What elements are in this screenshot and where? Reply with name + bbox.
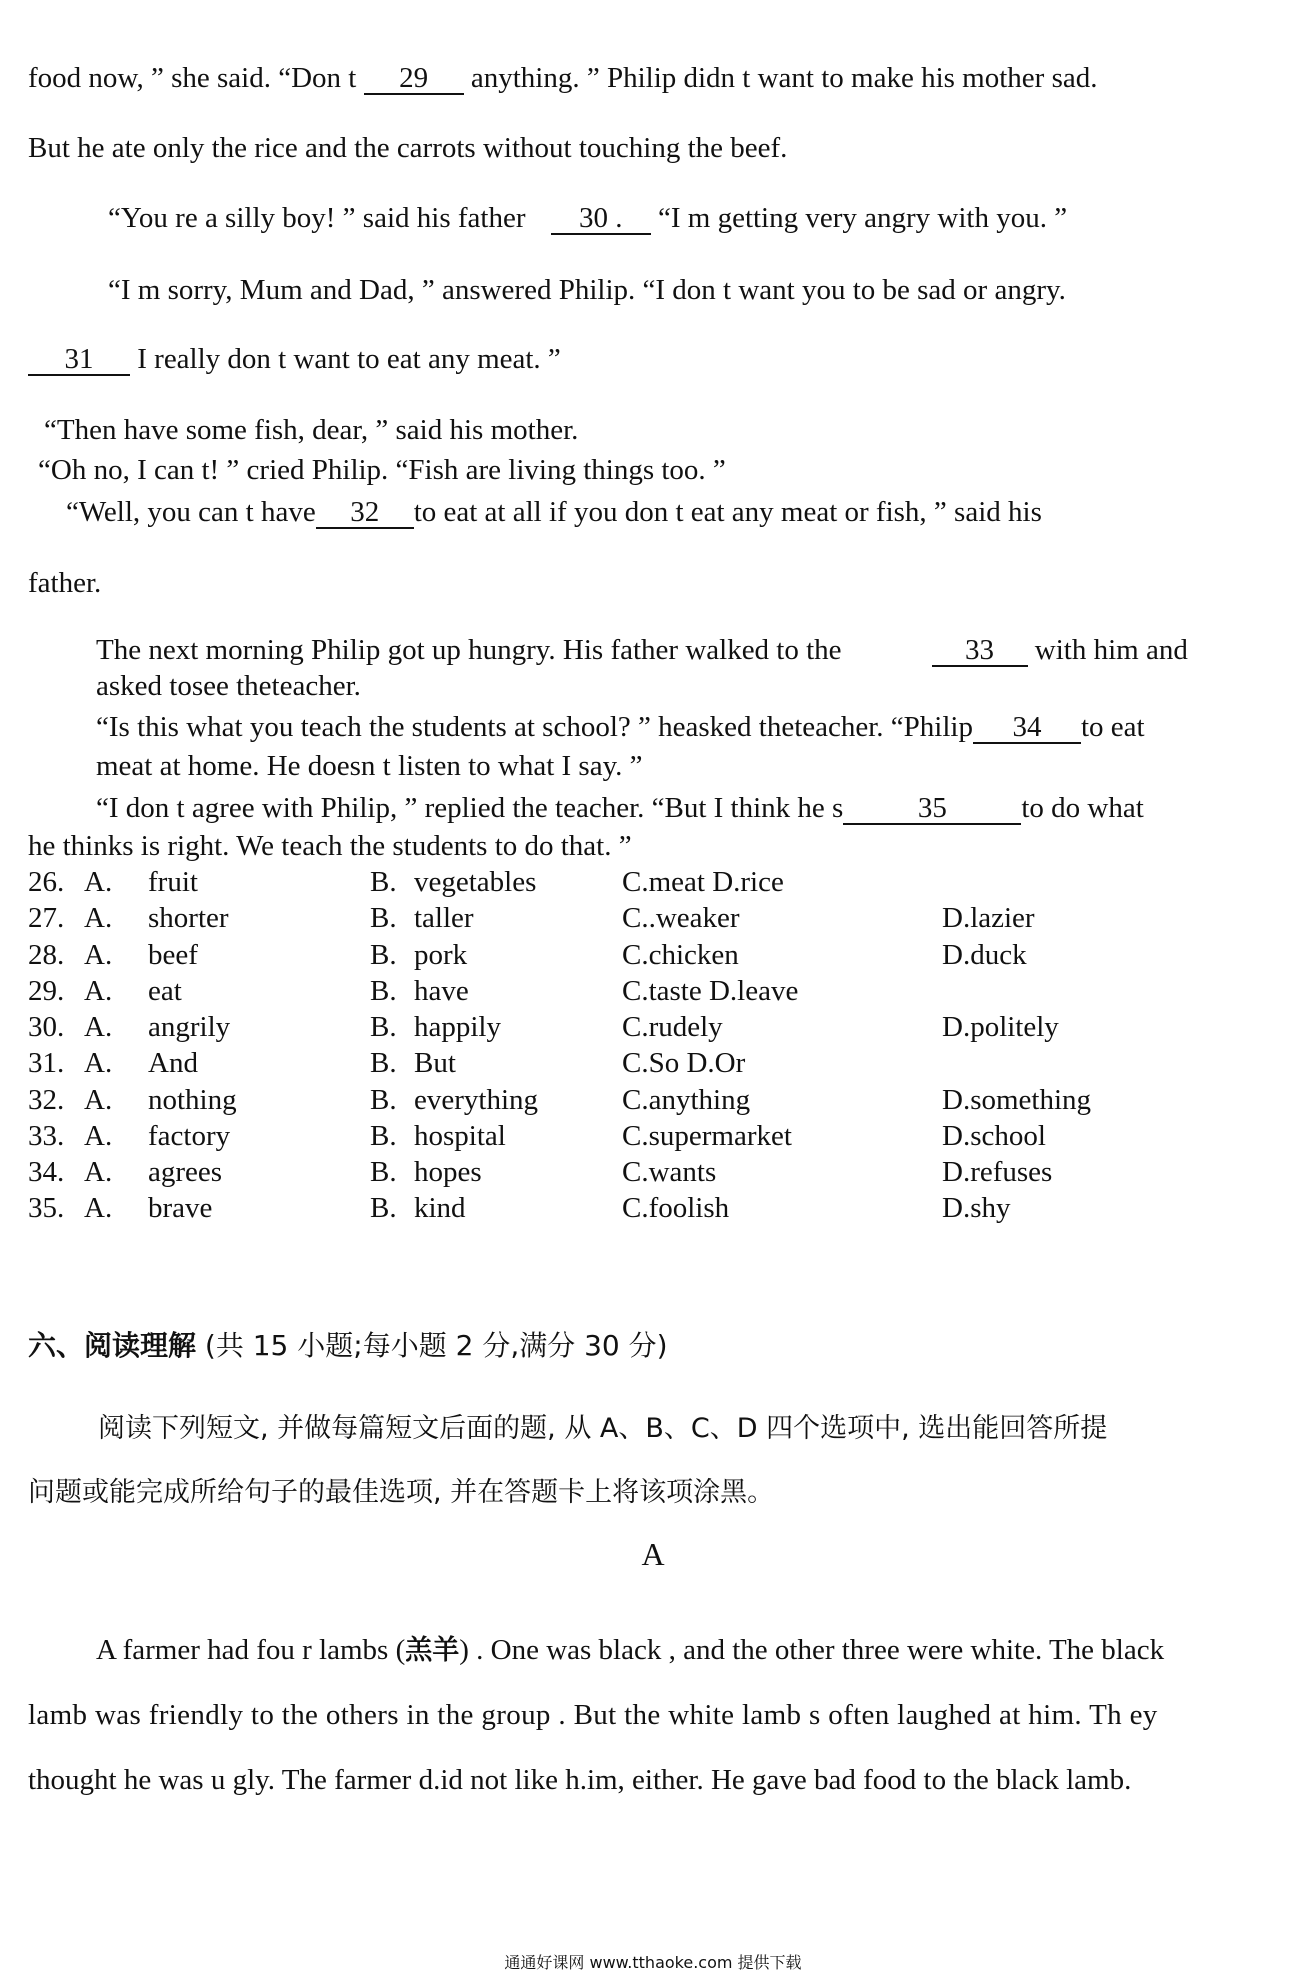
option-a-text: eat	[148, 975, 182, 1007]
option-d: D.school	[942, 1120, 1046, 1152]
option-b-text: hopes	[414, 1156, 482, 1188]
option-c: C.wants	[622, 1156, 717, 1188]
option-a-label: A.	[84, 902, 113, 934]
text: to do what	[1021, 792, 1144, 824]
option-a-label: A.	[84, 1084, 113, 1116]
text: “I don t agree with Philip, ” replied the teacher. “But I think he s	[96, 792, 844, 824]
option-d: D.refuses	[942, 1156, 1053, 1188]
passage-line-15: he thinks is right. We teach the students to do that. ”	[28, 830, 632, 862]
option-a-label: A.	[84, 939, 113, 971]
option-a-label: A.	[84, 975, 113, 1007]
passage-line-1	[28, 60, 1098, 96]
passage-line-13: meat at home. He doesn t listen to what I say. ”	[96, 750, 643, 782]
reading-paragraph-line-3: thought he was u gly. The farmer d.id not like h.im, either. He gave bad food to the black lamb.	[28, 1764, 1132, 1796]
option-b-label: B.	[370, 975, 397, 1007]
blank-34: 34	[973, 712, 1081, 744]
text: food now, ” she said. “Don t	[28, 62, 364, 94]
question-number: 29.	[28, 975, 65, 1007]
passage-line-9: father.	[28, 567, 102, 599]
option-b-label: B.	[370, 939, 397, 971]
passage-line-8	[66, 494, 1042, 530]
question-number: 33.	[28, 1120, 65, 1152]
blank-30: 30 .	[551, 203, 651, 235]
option-a-text: And	[148, 1047, 198, 1079]
text: The next morning Philip got up hungry. His father walked to the	[96, 634, 842, 666]
page-footer: 通通好课网 www.tthaoke.com 提供下载	[504, 1953, 802, 1972]
option-d: D.shy	[942, 1192, 1011, 1224]
blank-32: 32	[316, 497, 414, 529]
text: “Is this what you teach the students at school? ” heasked theteacher. “Philip	[96, 711, 973, 743]
passage-line-2: But he ate only the rice and the carrots without touching the beef.	[28, 132, 788, 164]
option-b-label: B.	[370, 1192, 397, 1224]
passage-line-14	[96, 790, 1144, 826]
passage-line-3	[108, 200, 1067, 236]
text: anything. ” Philip didn t want to make his mother sad.	[463, 62, 1098, 94]
section-heading	[28, 1324, 668, 1364]
question-number: 26.	[28, 866, 65, 898]
blank-35: 35	[843, 793, 1021, 825]
text: “Well, you can t have	[66, 496, 316, 528]
option-a-text: brave	[148, 1192, 213, 1224]
text: to eat at all if you don t eat any meat or fish, ” said his	[413, 496, 1042, 528]
question-number: 34.	[28, 1156, 65, 1188]
section-note: (共 15 小题;每小题 2 分,满分 30 分)	[196, 1329, 668, 1362]
instructions-line-1: 阅读下列短文, 并做每篇短文后面的题, 从 A、B、C、D 四个选项中, 选出能回答所提	[98, 1413, 1108, 1444]
option-d: D.lazier	[942, 902, 1035, 934]
option-c: C.rudely	[622, 1011, 723, 1043]
blank-33: 33	[932, 635, 1028, 667]
option-a-text: nothing	[148, 1084, 237, 1116]
passage-line-7: “Oh no, I can t! ” cried Philip. “Fish are living things too. ”	[38, 454, 726, 486]
option-c: C.anything	[622, 1084, 751, 1116]
option-a-label: A.	[84, 1011, 113, 1043]
instructions-line-2: 问题或能完成所给句子的最佳选项, 并在答题卡上将该项涂黑。	[28, 1477, 775, 1508]
option-a-label: A.	[84, 1156, 113, 1188]
option-a-text: fruit	[148, 866, 198, 898]
option-b-label: B.	[370, 1120, 397, 1152]
blank-29: 29	[364, 63, 464, 95]
option-b-text: taller	[414, 902, 474, 934]
option-b-text: have	[414, 975, 469, 1007]
option-d: D.duck	[942, 939, 1027, 971]
option-a-text: agrees	[148, 1156, 223, 1188]
option-c: C..weaker	[622, 902, 740, 934]
option-a-text: beef	[148, 939, 198, 971]
option-a-label: A.	[84, 1192, 113, 1224]
option-b-label: B.	[370, 902, 397, 934]
option-a-label: A.	[84, 1120, 113, 1152]
text: I really don t want to eat any meat. ”	[130, 343, 561, 375]
option-c: C.So D.Or	[622, 1047, 746, 1079]
text: “I m getting very angry with you. ”	[650, 202, 1068, 234]
option-a-text: angrily	[148, 1011, 231, 1043]
option-b-text: kind	[414, 1192, 466, 1224]
option-a-label: A.	[84, 1047, 113, 1079]
option-a-text: shorter	[148, 902, 229, 934]
option-c: C.taste D.leave	[622, 975, 799, 1007]
passage-line-12	[96, 709, 1145, 745]
question-number: 32.	[28, 1084, 65, 1116]
option-b-text: everything	[414, 1084, 539, 1116]
option-c: C.foolish	[622, 1192, 730, 1224]
question-number: 31.	[28, 1047, 65, 1079]
text: ) . One was black , and the other three were white. The black	[459, 1634, 1165, 1666]
section-title: 六、阅读理解	[28, 1329, 197, 1362]
part-heading: A	[641, 1536, 665, 1572]
passage-line-11: asked tosee theteacher.	[96, 670, 361, 702]
option-d: D.politely	[942, 1011, 1059, 1043]
passage-line-4: “I m sorry, Mum and Dad, ” answered Philip. “I don t want you to be sad or angry.	[108, 274, 1066, 306]
passage-line-5	[28, 341, 561, 377]
text: A farmer had fou r lambs (	[96, 1634, 406, 1666]
option-a-text: factory	[148, 1120, 231, 1152]
reading-paragraph-line-2: lamb was friendly to the others in the group . But the white lamb s often laughed at him. Th ey	[28, 1699, 1158, 1731]
text: to eat	[1080, 711, 1145, 743]
question-number: 28.	[28, 939, 65, 971]
option-b-text: pork	[414, 939, 468, 971]
question-number: 35.	[28, 1192, 65, 1224]
option-b-label: B.	[370, 1084, 397, 1116]
option-b-label: B.	[370, 1011, 397, 1043]
question-number: 27.	[28, 902, 65, 934]
option-c: C.meat D.rice	[622, 866, 784, 898]
option-c: C.supermarket	[622, 1120, 792, 1152]
option-b-text: But	[414, 1047, 456, 1079]
question-number: 30.	[28, 1011, 65, 1043]
option-b-label: B.	[370, 866, 397, 898]
text: “You re a silly boy! ” said his father	[108, 202, 533, 234]
option-b-label: B.	[370, 1047, 397, 1079]
passage-line-6: “Then have some fish, dear, ” said his mother.	[44, 414, 579, 446]
option-b-text: hospital	[414, 1120, 506, 1152]
option-b-text: vegetables	[414, 866, 537, 898]
chinese-gloss: 羔羊	[405, 1635, 460, 1666]
blank-31: 31	[28, 344, 130, 376]
option-b-label: B.	[370, 1156, 397, 1188]
passage-line-10	[96, 632, 1188, 668]
option-a-label: A.	[84, 866, 113, 898]
reading-paragraph-line-1	[96, 1632, 1164, 1669]
option-c: C.chicken	[622, 939, 739, 971]
option-b-text: happily	[414, 1011, 501, 1043]
text: with him and	[1027, 634, 1188, 666]
option-d: D.something	[942, 1084, 1092, 1116]
